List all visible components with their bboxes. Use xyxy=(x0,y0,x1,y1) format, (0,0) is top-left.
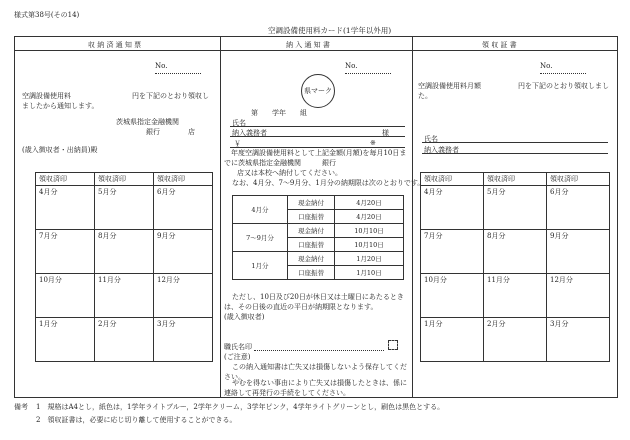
schedule-method: 現金納付 xyxy=(288,224,335,238)
right-payer-line xyxy=(422,153,608,154)
center-no-line xyxy=(345,73,391,74)
schedule-date: 4月20日 xyxy=(335,210,404,224)
seal-label: 県マーク xyxy=(304,87,332,95)
schedule-method: 口座振替 xyxy=(288,210,335,224)
left-no-label: No. xyxy=(155,62,168,70)
schedule-method: 口座振替 xyxy=(288,238,335,252)
left-fee-label: 空調設備使用料 xyxy=(22,92,71,100)
caution-text-2: やむを得ない事由により亡失又は損傷したときは、係に連絡して再発行の手続をしてください。 xyxy=(224,379,407,397)
center-collector: (歳入徴収者) xyxy=(224,313,265,321)
stamp-cell: 4月分 xyxy=(421,186,484,230)
stamp-cell: 11月分 xyxy=(95,274,154,318)
left-no-line xyxy=(155,73,201,74)
left-bank-branch: 銀行 店 xyxy=(146,128,195,136)
stamp-cell: 1月分 xyxy=(421,318,484,362)
caution-text-1: この納入通知書は亡失又は損傷しないよう保存してください。 xyxy=(224,363,407,381)
left-bank-name: 茨城県指定金融機関 xyxy=(116,118,179,126)
caution-heading: (ご注意) xyxy=(224,353,251,361)
stamp-cell: 10月分 xyxy=(36,274,95,318)
left-notice-text: 円を下記のとおり領収しましたから通知します。 xyxy=(22,92,209,110)
column-receipt-notice: 収 納 済 通 知 票 xyxy=(88,41,142,49)
amount-yen: ￥ xyxy=(234,140,241,148)
instruction-text-2: 店又は本校へ納付してください。 xyxy=(230,169,342,177)
stamp-cell: 4月分 xyxy=(36,186,95,230)
amount-mark: ※ xyxy=(370,139,376,147)
right-name-line xyxy=(422,142,608,143)
stamp-header: 領収済印 xyxy=(95,173,154,186)
stamp-cell: 10月分 xyxy=(421,274,484,318)
stamp-cell: 9月分 xyxy=(154,230,213,274)
remark-2: 2 領収証書は，必要に応じ切り離して使用することができる。 xyxy=(36,416,237,424)
stamp-cell: 8月分 xyxy=(484,230,547,274)
schedule-period: 1月分 xyxy=(233,252,288,280)
page-title: 空調設備使用料カード(1学年以外用) xyxy=(268,26,392,35)
schedule-method: 口座振替 xyxy=(288,266,335,280)
left-collector: (歳入徴収者・出納員)殿 xyxy=(22,146,98,154)
staff-seal-line xyxy=(254,350,384,351)
left-stamp-table xyxy=(35,172,213,362)
staff-seal-box xyxy=(388,340,398,350)
right-fee-label: 空調設備使用料月額 xyxy=(418,82,481,90)
stamp-cell: 8月分 xyxy=(95,230,154,274)
staff-seal-label: 職氏名印 xyxy=(224,343,252,351)
schedule-date: 1月10日 xyxy=(335,266,404,280)
stamp-cell: 5月分 xyxy=(484,186,547,230)
instruction-text: 年度空調設備使用料として上記金額(月額)を毎月10日までに茨城県指定金融機関 銀行 xyxy=(224,149,407,167)
stamp-header: 領収済印 xyxy=(547,173,610,186)
stamp-header: 領収済印 xyxy=(154,173,213,186)
payment-schedule-table xyxy=(232,195,404,280)
stamp-cell: 12月分 xyxy=(154,274,213,318)
grade-class-line: 第 学年 組 xyxy=(251,109,307,117)
form-number: 様式第38号(その14) xyxy=(14,11,80,19)
stamp-cell: 11月分 xyxy=(484,274,547,318)
remark-1: 1 規格はA4とし，紙色は，1学年ライトブルー，2学年クリーム，3学年ピンク，4学年ライトグリーンとし，刷色は黒色とする。 xyxy=(36,403,445,411)
right-payer-label: 納入義務者 xyxy=(424,146,459,154)
right-no-line xyxy=(540,73,586,74)
schedule-period: 4月分 xyxy=(233,196,288,224)
stamp-cell: 5月分 xyxy=(95,186,154,230)
center-payer-line xyxy=(230,136,405,137)
remarks-label: 備考 xyxy=(14,403,28,411)
stamp-header: 領収済印 xyxy=(484,173,547,186)
stamp-cell: 3月分 xyxy=(154,318,213,362)
center-no-label: No. xyxy=(345,62,358,70)
right-name-label: 氏名 xyxy=(424,135,438,143)
stamp-cell: 1月分 xyxy=(36,318,95,362)
right-no-label: No. xyxy=(540,62,553,70)
stamp-cell: 2月分 xyxy=(95,318,154,362)
center-name-label: 氏名 xyxy=(232,119,246,127)
right-stamp-table xyxy=(420,172,610,362)
stamp-cell: 3月分 xyxy=(547,318,610,362)
column-payment-notice: 納 入 通 知 書 xyxy=(286,41,330,49)
center-name-line xyxy=(230,126,405,127)
center-payer-label: 納入義務者 xyxy=(232,129,267,137)
prefecture-seal xyxy=(301,74,335,108)
stamp-cell: 7月分 xyxy=(36,230,95,274)
stamp-cell: 12月分 xyxy=(547,274,610,318)
stamp-cell: 6月分 xyxy=(154,186,213,230)
center-sama: 様 xyxy=(382,129,389,137)
divider-right xyxy=(412,36,413,398)
stamp-cell: 7月分 xyxy=(421,230,484,274)
column-receipt: 領 収 証 書 xyxy=(482,41,517,49)
stamp-cell: 9月分 xyxy=(547,230,610,274)
schedule-date: 4月20日 xyxy=(335,196,404,210)
divider-left xyxy=(220,36,221,398)
stamp-cell: 2月分 xyxy=(484,318,547,362)
instruction-text-3: なお、4月分、7～9月分、1月分の納期限は次のとおりです。 xyxy=(232,179,425,187)
schedule-date: 1月20日 xyxy=(335,252,404,266)
stamp-header: 領収済印 xyxy=(421,173,484,186)
stamp-cell: 6月分 xyxy=(547,186,610,230)
schedule-date: 10月10日 xyxy=(335,224,404,238)
right-receipt-text: 円を下記のとおり領収しました。 xyxy=(418,82,609,100)
stamp-header: 領収済印 xyxy=(36,173,95,186)
schedule-method: 現金納付 xyxy=(288,252,335,266)
header-rule xyxy=(14,50,618,51)
schedule-date: 10月10日 xyxy=(335,238,404,252)
schedule-period: 7～9月分 xyxy=(233,224,288,252)
deadline-note: ただし、10日及び20日が休日又は土曜日にあたるときは、その日後の直近の平日が納期限となります。 xyxy=(224,293,404,311)
schedule-method: 現金納付 xyxy=(288,196,335,210)
